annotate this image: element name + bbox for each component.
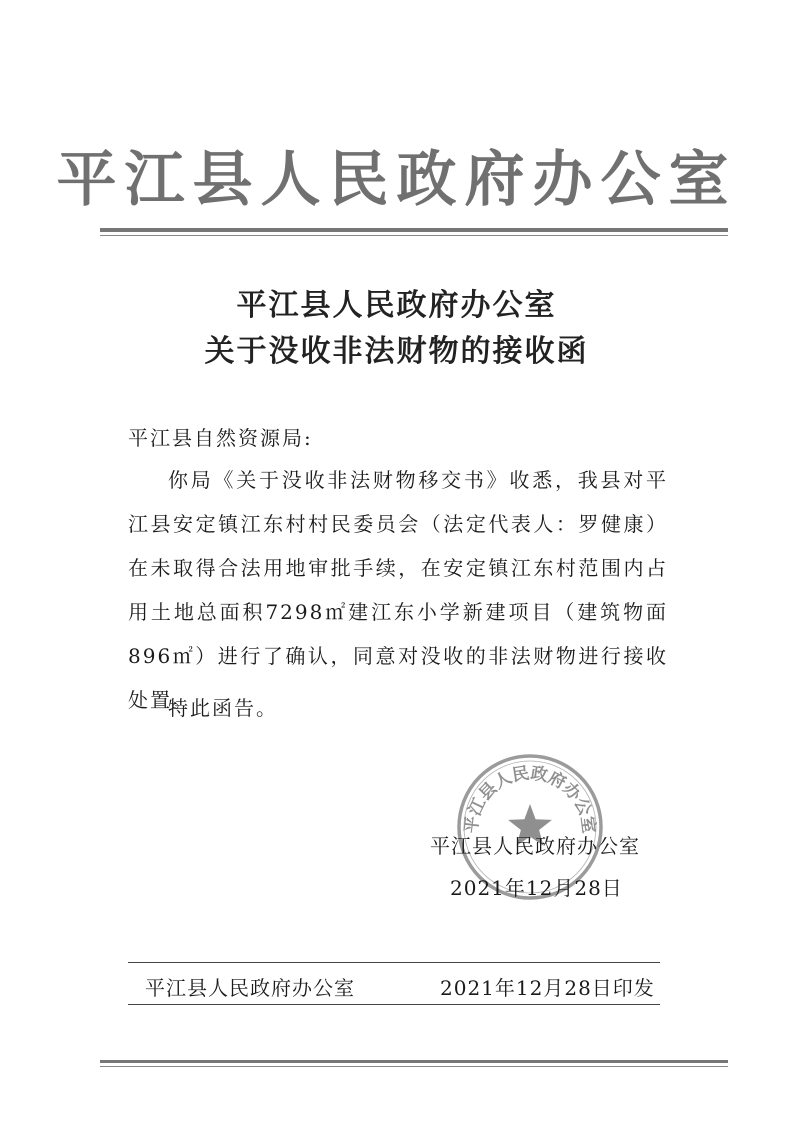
salutation: 平江县自然资源局: (128, 426, 313, 450)
signer-name: 平江县人民政府办公室 (430, 834, 640, 858)
document-header-org-name: 平江县人民政府办公室 (56, 145, 737, 215)
footer-issue-date: 2021年12月28日印发 (440, 976, 655, 1000)
signature-date: 2021年12月28日 (450, 876, 623, 900)
footer-top-rule (128, 962, 660, 963)
title-line-1: 平江县人民政府办公室 (236, 288, 557, 323)
title-line-2: 关于没收非法财物的接收函 (204, 334, 589, 369)
footer-bottom-rule (128, 1004, 660, 1005)
header-divider (100, 228, 728, 236)
footer-issuer: 平江县人民政府办公室 (145, 976, 355, 1000)
svg-text:平江县人民政府办公室: 平江县人民政府办公室 (461, 763, 599, 835)
page-bottom-divider (100, 1060, 728, 1067)
closing-text: 特此函告。 (168, 696, 278, 720)
body-paragraph: 你局《关于没收非法财物移交书》收悉，我县对平江县安定镇江东村村民委员会（法定代表人：罗健康）在未取得合法用地审批手续，在安定镇江东村范围内占用土地总面积7298㎡建江东小学新建项目（建筑物面896㎡）进行了确认，同意对没收的非法财物进行接收处置。 (128, 468, 668, 712)
